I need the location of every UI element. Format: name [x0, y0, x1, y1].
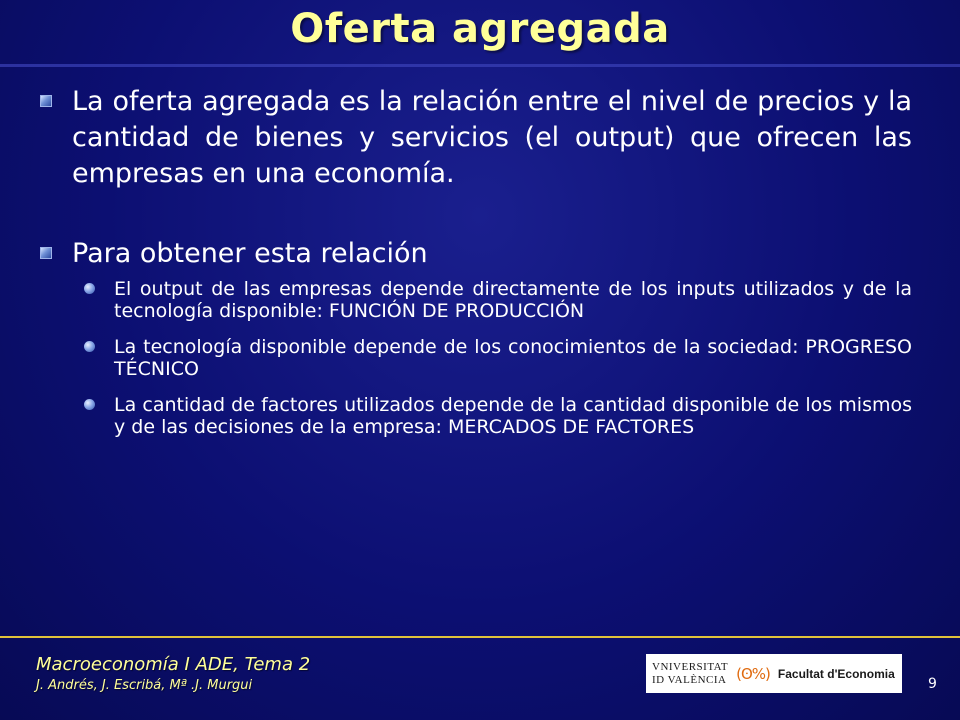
bullet-text: La oferta agregada es la relación entre el nivel de precios y la cantidad de bienes y servicios (el output) que ofrecen las empresas en una economía. [72, 86, 912, 189]
sub-bullet-item [80, 278, 912, 322]
sub-bullet-item [80, 394, 912, 438]
logo-university-line2: ID VALÈNCIA [652, 673, 727, 686]
bullet-item [40, 236, 912, 272]
logo-university-name [652, 661, 728, 687]
sub-bullet-text: La tecnología disponible depende de los conocimientos de la sociedad: PROGRESO TÉCNICO [114, 336, 912, 380]
square-bullet-icon [40, 247, 52, 259]
sub-bullet-item [80, 336, 912, 380]
round-bullet-icon [84, 283, 95, 294]
square-bullet-icon [40, 95, 52, 107]
footer-course: Macroeconomía I ADE, Tema 2 [36, 654, 311, 675]
sub-bullet-text: El output de las empresas depende directamente de los inputs utilizados y de la tecnología disponible: FUNCIÓN DE PRODUCCIÓN [114, 278, 912, 322]
logo-mark-icon: (ʘ%) [736, 664, 770, 683]
bullet-text: Para obtener esta relación [72, 238, 428, 269]
footer-divider [0, 636, 960, 638]
title-divider [0, 64, 960, 67]
page-number: 9 [928, 676, 937, 692]
slide-title: Oferta agregada [290, 6, 670, 52]
logo-faculty-name: Facultat d'Economia [777, 666, 895, 681]
slide-content [40, 84, 912, 452]
logo-university-line1: VNIVERSITAT [652, 660, 729, 673]
university-logo [646, 654, 902, 693]
footer-authors: J. Andrés, J. Escribá, Mª .J. Murgui [36, 678, 253, 693]
round-bullet-icon [84, 341, 95, 352]
bullet-item [40, 84, 912, 192]
round-bullet-icon [84, 399, 95, 410]
sub-bullet-text: La cantidad de factores utilizados depende de la cantidad disponible de los mismos y de las decisiones de la empresa: MERCADOS DE FACTORES [114, 394, 912, 438]
